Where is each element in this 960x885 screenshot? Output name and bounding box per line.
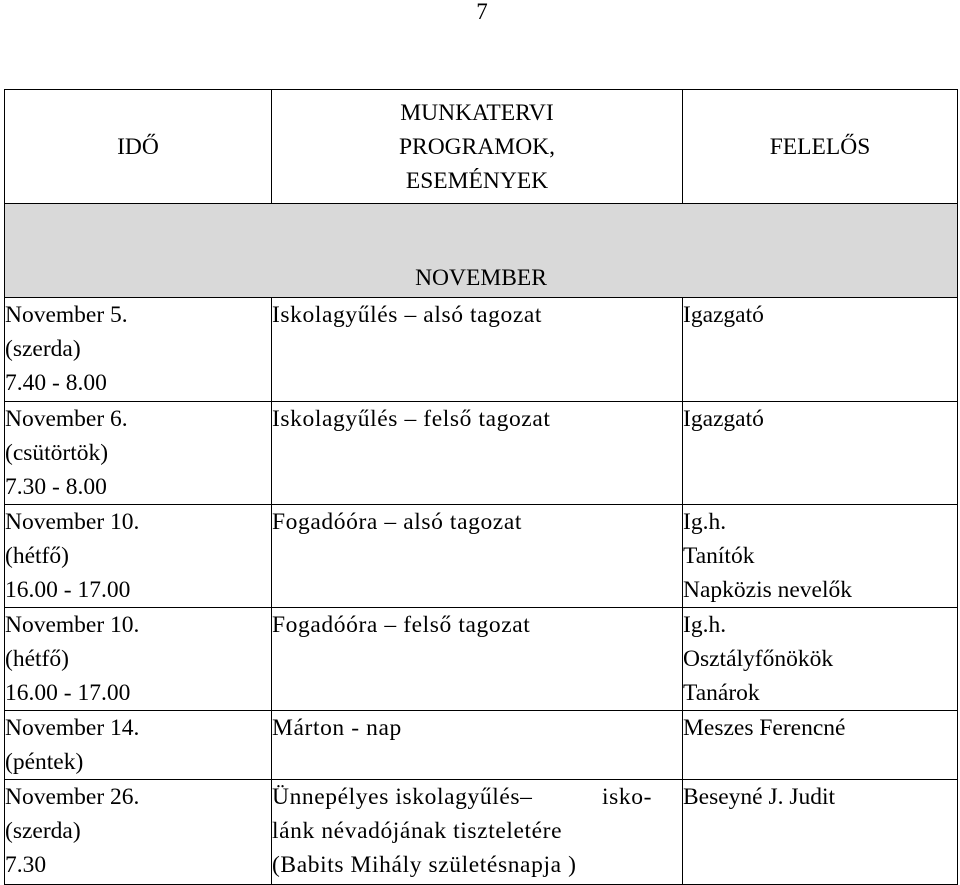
table-row bbox=[5, 780, 958, 885]
responsible-cell bbox=[683, 711, 958, 780]
responsible-cell bbox=[683, 608, 958, 711]
work-plan-table bbox=[4, 89, 958, 885]
program-line: (Babits Mihály születésnapja ) bbox=[272, 852, 577, 878]
program-line: lánk névadójának tiszteletére bbox=[272, 818, 563, 844]
responsible-line: Tanárok bbox=[683, 680, 760, 706]
responsible-cell bbox=[683, 780, 958, 885]
time-cell bbox=[5, 711, 272, 780]
program-cell bbox=[272, 298, 683, 402]
table-row bbox=[5, 711, 958, 780]
time-cell bbox=[5, 402, 272, 505]
time-line: 16.00 - 17.00 bbox=[5, 577, 131, 603]
responsible-line: Ig.h. bbox=[683, 509, 727, 535]
time-line: 7.30 - 8.00 bbox=[5, 474, 107, 500]
time-line: (szerda) bbox=[5, 336, 81, 362]
program-line bbox=[272, 780, 652, 814]
responsible-line: Igazgató bbox=[683, 302, 764, 328]
month-label: NOVEMBER bbox=[5, 204, 958, 298]
header-program-line: ESEMÉNYEK bbox=[405, 167, 549, 194]
responsible-cell bbox=[683, 505, 958, 608]
responsible-line: Igazgató bbox=[683, 406, 764, 432]
time-line: November 14. bbox=[5, 715, 140, 741]
responsible-line: Ig.h. bbox=[683, 612, 727, 638]
responsible-line: Napközis nevelők bbox=[683, 577, 853, 603]
time-line: (hétfő) bbox=[5, 543, 69, 569]
header-time: IDŐ bbox=[5, 90, 272, 204]
time-line: 7.40 - 8.00 bbox=[5, 370, 107, 396]
time-line: November 10. bbox=[5, 612, 140, 638]
program-line: Iskolagyűlés – felső tagozat bbox=[272, 406, 551, 432]
time-cell bbox=[5, 298, 272, 402]
time-line: November 6. bbox=[5, 406, 128, 432]
responsible-cell bbox=[683, 402, 958, 505]
responsible-line: Osztályfőnökök bbox=[683, 646, 834, 672]
program-cell bbox=[272, 711, 683, 780]
header-responsible: FELELŐS bbox=[683, 90, 958, 204]
program-line-right: isko- bbox=[602, 784, 652, 810]
program-cell bbox=[272, 608, 683, 711]
table-row bbox=[5, 402, 958, 505]
table-header-row bbox=[5, 90, 958, 204]
program-cell bbox=[272, 402, 683, 505]
time-line: November 5. bbox=[5, 302, 128, 328]
time-line: (szerda) bbox=[5, 818, 81, 844]
program-cell bbox=[272, 505, 683, 608]
program-line: Fogadóóra – felső tagozat bbox=[272, 612, 531, 638]
program-line: Iskolagyűlés – alsó tagozat bbox=[272, 302, 543, 328]
program-line: Márton - nap bbox=[272, 715, 402, 741]
table-row bbox=[5, 505, 958, 608]
program-line-left: Ünnepélyes iskolagyűlés– bbox=[272, 784, 533, 810]
program-cell bbox=[272, 780, 683, 885]
header-program-line: PROGRAMOK, bbox=[398, 133, 556, 160]
page-number: 7 bbox=[476, 0, 488, 24]
month-row bbox=[5, 204, 958, 298]
time-line: (péntek) bbox=[5, 749, 84, 775]
responsible-line: Beseyné J. Judit bbox=[683, 784, 836, 810]
time-line: 7.30 bbox=[5, 852, 47, 878]
table-row bbox=[5, 608, 958, 711]
time-cell bbox=[5, 780, 272, 885]
table-row bbox=[5, 298, 958, 402]
time-line: November 26. bbox=[5, 784, 140, 810]
responsible-cell bbox=[683, 298, 958, 402]
time-line: (hétfő) bbox=[5, 646, 69, 672]
time-cell bbox=[5, 505, 272, 608]
responsible-line: Tanítók bbox=[683, 543, 755, 569]
header-program bbox=[272, 90, 683, 204]
time-line: 16.00 - 17.00 bbox=[5, 680, 131, 706]
time-cell bbox=[5, 608, 272, 711]
header-program-line: MUNKATERVI bbox=[400, 99, 554, 126]
time-line: (csütörtök) bbox=[5, 440, 109, 466]
responsible-line: Meszes Ferencné bbox=[683, 715, 846, 741]
program-line: Fogadóóra – alsó tagozat bbox=[272, 509, 522, 535]
time-line: November 10. bbox=[5, 509, 140, 535]
